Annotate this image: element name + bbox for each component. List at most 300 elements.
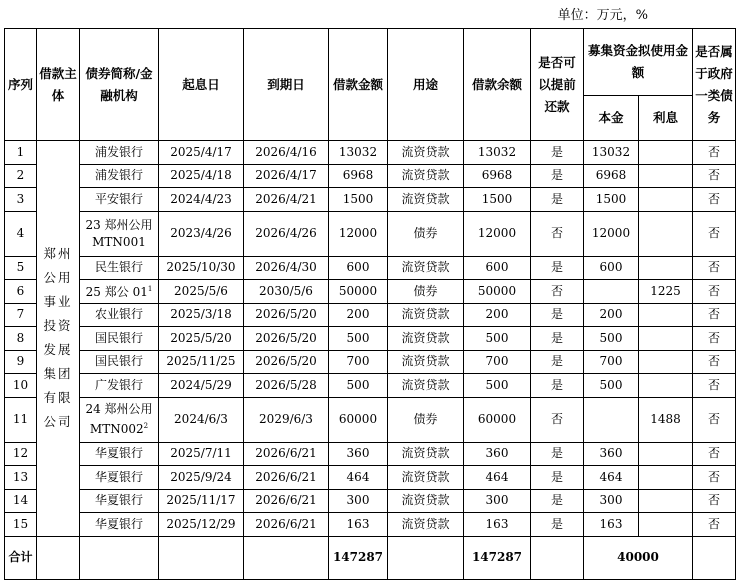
end-cell-text: 2026/4/21 bbox=[255, 191, 317, 206]
prepay-cell-text: 是 bbox=[550, 516, 563, 531]
gov-cell bbox=[693, 280, 736, 304]
amount-cell bbox=[329, 188, 388, 212]
balance-cell bbox=[464, 489, 531, 513]
start-cell-text: 2025/11/17 bbox=[166, 493, 236, 508]
end-cell bbox=[244, 280, 329, 304]
seq-cell bbox=[5, 280, 37, 304]
gov-cell-text: 否 bbox=[708, 307, 721, 322]
start-cell-text: 2025/12/29 bbox=[166, 516, 236, 531]
balance-cell bbox=[464, 350, 531, 374]
seq-cell-text: 15 bbox=[12, 516, 29, 531]
table-row bbox=[5, 141, 736, 165]
end-cell bbox=[244, 303, 329, 327]
gov-cell bbox=[693, 188, 736, 212]
footnote-mark: 1 bbox=[147, 285, 153, 294]
amount-cell-text: 600 bbox=[346, 260, 370, 275]
start-cell-text: 2025/5/6 bbox=[174, 283, 228, 298]
gov-cell-text: 否 bbox=[708, 446, 721, 461]
empty-cell bbox=[531, 536, 584, 579]
balance-cell-text: 6968 bbox=[481, 168, 513, 183]
amount-cell bbox=[329, 280, 388, 304]
amount-cell-text: 464 bbox=[346, 469, 370, 484]
start-cell bbox=[159, 350, 244, 374]
header-name: 债券简称/金融机构 bbox=[80, 29, 159, 141]
amount-cell-text: 163 bbox=[346, 516, 370, 531]
name-cell bbox=[80, 442, 159, 466]
seq-cell-text: 6 bbox=[16, 283, 25, 298]
amount-cell-text: 500 bbox=[346, 330, 370, 345]
interest-cell bbox=[639, 141, 693, 165]
gov-cell-text: 否 bbox=[708, 260, 721, 275]
prepay-cell bbox=[531, 141, 584, 165]
gov-cell-text: 否 bbox=[708, 493, 721, 508]
prepay-cell-text: 否 bbox=[550, 283, 563, 298]
end-cell bbox=[244, 141, 329, 165]
total-amount: 147287 bbox=[329, 536, 388, 579]
prepay-cell-text: 是 bbox=[550, 330, 563, 345]
footnote-mark: 2 bbox=[143, 422, 149, 430]
name-cell-text: 华夏银行 bbox=[94, 493, 143, 508]
use-cell bbox=[388, 350, 464, 374]
prepay-cell-text: 否 bbox=[550, 226, 563, 240]
amount-cell-text: 200 bbox=[346, 307, 370, 322]
use-cell-text: 流资贷款 bbox=[401, 191, 450, 206]
gov-cell bbox=[693, 141, 736, 165]
name-cell-text: 23 郑州公用 MTN001 bbox=[85, 217, 153, 249]
end-cell-text: 2030/5/6 bbox=[259, 283, 313, 298]
principal-cell bbox=[584, 489, 639, 513]
prepay-cell bbox=[531, 397, 584, 442]
start-cell-text: 2025/10/30 bbox=[166, 260, 236, 275]
header-balance: 借款余额 bbox=[464, 29, 531, 141]
principal-cell-text: 6968 bbox=[595, 168, 627, 183]
name-cell-text: 华夏银行 bbox=[94, 446, 143, 461]
prepay-cell-text: 是 bbox=[550, 144, 563, 159]
amount-cell bbox=[329, 327, 388, 351]
header-end: 到期日 bbox=[244, 29, 329, 141]
seq-cell-text: 9 bbox=[16, 354, 25, 369]
prepay-cell-text: 是 bbox=[550, 493, 563, 508]
principal-cell-text: 500 bbox=[599, 330, 623, 345]
prepay-cell-text: 是 bbox=[550, 307, 563, 322]
use-cell-text: 流资贷款 bbox=[401, 260, 450, 275]
prepay-cell bbox=[531, 303, 584, 327]
balance-cell bbox=[464, 397, 531, 442]
name-cell bbox=[80, 327, 159, 351]
borrower-cell: 郑州公用事业投资发展集团有限公司 bbox=[37, 141, 80, 537]
use-cell bbox=[388, 188, 464, 212]
seq-cell-text: 12 bbox=[12, 446, 29, 461]
use-cell bbox=[388, 141, 464, 165]
name-cell-text: 广发银行 bbox=[94, 377, 143, 392]
start-cell-text: 2025/9/24 bbox=[170, 469, 232, 484]
header-prepay: 是否可以提前还款 bbox=[531, 29, 584, 141]
principal-cell bbox=[584, 350, 639, 374]
balance-cell bbox=[464, 442, 531, 466]
amount-cell-text: 60000 bbox=[338, 412, 378, 426]
prepay-cell bbox=[531, 466, 584, 490]
interest-cell bbox=[639, 280, 693, 304]
seq-cell-text: 3 bbox=[16, 191, 25, 206]
amount-cell-text: 1500 bbox=[342, 191, 374, 206]
start-cell bbox=[159, 256, 244, 280]
prepay-cell bbox=[531, 280, 584, 304]
principal-cell-text: 464 bbox=[599, 469, 623, 484]
end-cell bbox=[244, 397, 329, 442]
prepay-cell bbox=[531, 188, 584, 212]
use-cell bbox=[388, 256, 464, 280]
prepay-cell-text: 是 bbox=[550, 377, 563, 392]
start-cell-text: 2023/4/26 bbox=[170, 226, 232, 240]
balance-cell bbox=[464, 303, 531, 327]
amount-cell bbox=[329, 466, 388, 490]
header-funds: 募集资金拟使用金额 bbox=[584, 29, 693, 96]
balance-cell-text: 60000 bbox=[477, 412, 517, 426]
interest-cell bbox=[639, 466, 693, 490]
use-cell-text: 流资贷款 bbox=[401, 307, 450, 322]
end-cell-text: 2026/4/26 bbox=[255, 226, 317, 240]
principal-cell bbox=[584, 374, 639, 398]
name-cell bbox=[80, 188, 159, 212]
gov-cell-text: 否 bbox=[708, 412, 721, 426]
gov-cell bbox=[693, 397, 736, 442]
seq-cell bbox=[5, 211, 37, 256]
balance-cell bbox=[464, 164, 531, 188]
seq-cell-text: 7 bbox=[16, 307, 25, 322]
header-seq: 序列 bbox=[5, 29, 37, 141]
table-row bbox=[5, 256, 736, 280]
name-cell-text: 平安银行 bbox=[94, 191, 143, 206]
interest-cell bbox=[639, 374, 693, 398]
amount-cell-text: 500 bbox=[346, 377, 370, 392]
principal-cell bbox=[584, 442, 639, 466]
start-cell-text: 2025/4/18 bbox=[170, 168, 232, 183]
balance-cell-text: 13032 bbox=[477, 144, 517, 159]
use-cell-text: 流资贷款 bbox=[401, 446, 450, 461]
amount-cell bbox=[329, 397, 388, 442]
principal-cell bbox=[584, 188, 639, 212]
seq-cell bbox=[5, 327, 37, 351]
end-cell-text: 2026/6/21 bbox=[255, 446, 317, 461]
prepay-cell bbox=[531, 327, 584, 351]
balance-cell-text: 360 bbox=[485, 446, 509, 461]
interest-cell bbox=[639, 489, 693, 513]
amount-cell-text: 700 bbox=[346, 354, 370, 369]
amount-cell-text: 300 bbox=[346, 493, 370, 508]
gov-cell-text: 否 bbox=[708, 168, 721, 183]
start-cell bbox=[159, 211, 244, 256]
principal-cell bbox=[584, 303, 639, 327]
seq-cell-text: 2 bbox=[16, 168, 25, 183]
table-row bbox=[5, 211, 736, 256]
end-cell bbox=[244, 211, 329, 256]
header-start: 起息日 bbox=[159, 29, 244, 141]
seq-cell-text: 5 bbox=[16, 260, 25, 275]
balance-cell-text: 464 bbox=[485, 469, 509, 484]
start-cell bbox=[159, 489, 244, 513]
balance-cell-text: 1500 bbox=[481, 191, 513, 206]
total-balance: 147287 bbox=[464, 536, 531, 579]
name-cell-text: 25 郑公 01 bbox=[85, 285, 148, 300]
prepay-cell bbox=[531, 513, 584, 537]
empty-cell bbox=[37, 536, 80, 579]
amount-cell bbox=[329, 141, 388, 165]
table-row bbox=[5, 466, 736, 490]
end-cell-text: 2026/6/21 bbox=[255, 469, 317, 484]
use-cell-text: 债券 bbox=[413, 412, 438, 426]
principal-cell-text: 1500 bbox=[595, 191, 627, 206]
use-cell bbox=[388, 211, 464, 256]
principal-cell bbox=[584, 397, 639, 442]
prepay-cell bbox=[531, 164, 584, 188]
balance-cell bbox=[464, 141, 531, 165]
prepay-cell bbox=[531, 211, 584, 256]
prepay-cell bbox=[531, 374, 584, 398]
amount-cell-text: 50000 bbox=[338, 283, 378, 298]
seq-cell bbox=[5, 303, 37, 327]
end-cell bbox=[244, 489, 329, 513]
start-cell bbox=[159, 442, 244, 466]
principal-cell bbox=[584, 211, 639, 256]
seq-cell bbox=[5, 374, 37, 398]
balance-cell bbox=[464, 466, 531, 490]
use-cell bbox=[388, 327, 464, 351]
start-cell bbox=[159, 280, 244, 304]
gov-cell-text: 否 bbox=[708, 354, 721, 369]
prepay-cell-text: 是 bbox=[550, 354, 563, 369]
seq-cell-text: 4 bbox=[16, 226, 25, 240]
amount-cell bbox=[329, 164, 388, 188]
gov-cell bbox=[693, 466, 736, 490]
end-cell bbox=[244, 374, 329, 398]
start-cell bbox=[159, 374, 244, 398]
interest-cell bbox=[639, 211, 693, 256]
end-cell-text: 2026/5/20 bbox=[255, 354, 317, 369]
start-cell bbox=[159, 303, 244, 327]
amount-cell bbox=[329, 374, 388, 398]
balance-cell-text: 200 bbox=[485, 307, 509, 322]
total-label: 合计 bbox=[5, 536, 37, 579]
use-cell bbox=[388, 280, 464, 304]
name-cell-text: 国民银行 bbox=[94, 330, 143, 345]
amount-cell bbox=[329, 350, 388, 374]
end-cell bbox=[244, 188, 329, 212]
gov-cell bbox=[693, 489, 736, 513]
use-cell-text: 流资贷款 bbox=[401, 377, 450, 392]
total-row bbox=[5, 536, 736, 579]
end-cell-text: 2029/6/3 bbox=[259, 412, 313, 426]
table-row bbox=[5, 164, 736, 188]
interest-cell-text: 1225 bbox=[650, 283, 681, 298]
balance-cell-text: 12000 bbox=[477, 226, 517, 240]
interest-cell bbox=[639, 188, 693, 212]
use-cell bbox=[388, 164, 464, 188]
empty-cell bbox=[159, 536, 244, 579]
use-cell-text: 流资贷款 bbox=[401, 144, 450, 159]
gov-cell bbox=[693, 256, 736, 280]
table-row bbox=[5, 513, 736, 537]
start-cell bbox=[159, 466, 244, 490]
seq-cell bbox=[5, 188, 37, 212]
start-cell-text: 2025/4/17 bbox=[170, 144, 232, 159]
amount-cell bbox=[329, 211, 388, 256]
interest-cell-text: 1488 bbox=[650, 412, 681, 426]
empty-cell bbox=[244, 536, 329, 579]
balance-cell-text: 600 bbox=[485, 260, 509, 275]
gov-cell bbox=[693, 211, 736, 256]
start-cell bbox=[159, 327, 244, 351]
start-cell-text: 2025/3/18 bbox=[170, 307, 232, 322]
prepay-cell bbox=[531, 256, 584, 280]
amount-cell bbox=[329, 256, 388, 280]
balance-cell bbox=[464, 374, 531, 398]
start-cell bbox=[159, 164, 244, 188]
name-cell bbox=[80, 489, 159, 513]
amount-cell bbox=[329, 489, 388, 513]
total-funds: 40000 bbox=[584, 536, 693, 579]
name-cell bbox=[80, 303, 159, 327]
interest-cell bbox=[639, 327, 693, 351]
balance-cell-text: 500 bbox=[485, 377, 509, 392]
end-cell-text: 2026/5/20 bbox=[255, 330, 317, 345]
name-cell-text: 浦发银行 bbox=[94, 168, 143, 183]
table-row bbox=[5, 303, 736, 327]
name-cell bbox=[80, 466, 159, 490]
balance-cell-text: 500 bbox=[485, 330, 509, 345]
gov-cell bbox=[693, 327, 736, 351]
end-cell-text: 2026/5/28 bbox=[255, 377, 317, 392]
unit-label: 单位：万元，% bbox=[557, 8, 648, 23]
name-cell-text: 浦发银行 bbox=[94, 144, 143, 159]
gov-cell-text: 否 bbox=[708, 144, 721, 159]
principal-cell-text: 500 bbox=[599, 377, 623, 392]
amount-cell-text: 13032 bbox=[338, 144, 378, 159]
seq-cell bbox=[5, 256, 37, 280]
end-cell bbox=[244, 256, 329, 280]
balance-cell bbox=[464, 256, 531, 280]
seq-cell-text: 1 bbox=[16, 144, 25, 159]
balance-cell-text: 700 bbox=[485, 354, 509, 369]
balance-cell bbox=[464, 513, 531, 537]
interest-cell bbox=[639, 442, 693, 466]
principal-cell bbox=[584, 141, 639, 165]
prepay-cell bbox=[531, 489, 584, 513]
amount-cell bbox=[329, 303, 388, 327]
gov-cell-text: 否 bbox=[708, 377, 721, 392]
name-cell-text: 民生银行 bbox=[94, 260, 143, 275]
use-cell bbox=[388, 442, 464, 466]
table-row bbox=[5, 374, 736, 398]
amount-cell-text: 12000 bbox=[338, 226, 378, 240]
use-cell-text: 流资贷款 bbox=[401, 354, 450, 369]
end-cell bbox=[244, 350, 329, 374]
prepay-cell bbox=[531, 442, 584, 466]
seq-cell-text: 10 bbox=[12, 377, 29, 392]
principal-cell-text: 300 bbox=[599, 493, 623, 508]
end-cell-text: 2026/6/21 bbox=[255, 493, 317, 508]
table-row bbox=[5, 350, 736, 374]
seq-cell-text: 13 bbox=[12, 469, 29, 484]
table-row bbox=[5, 188, 736, 212]
use-cell-text: 流资贷款 bbox=[401, 493, 450, 508]
principal-cell bbox=[584, 327, 639, 351]
seq-cell bbox=[5, 141, 37, 165]
use-cell-text: 债券 bbox=[413, 226, 438, 240]
end-cell-text: 2026/4/30 bbox=[255, 260, 317, 275]
gov-cell bbox=[693, 303, 736, 327]
table-row bbox=[5, 489, 736, 513]
use-cell bbox=[388, 489, 464, 513]
use-cell bbox=[388, 466, 464, 490]
end-cell-text: 2026/4/16 bbox=[255, 144, 317, 159]
seq-cell-text: 8 bbox=[16, 330, 25, 345]
use-cell bbox=[388, 303, 464, 327]
start-cell bbox=[159, 141, 244, 165]
header-interest: 利息 bbox=[639, 96, 693, 141]
principal-cell-text: 360 bbox=[599, 446, 623, 461]
interest-cell bbox=[639, 397, 693, 442]
start-cell bbox=[159, 513, 244, 537]
table-row bbox=[5, 397, 736, 442]
seq-cell-text: 11 bbox=[12, 412, 29, 426]
principal-cell-text: 200 bbox=[599, 307, 623, 322]
header-amount: 借款金额 bbox=[329, 29, 388, 141]
balance-cell bbox=[464, 211, 531, 256]
start-cell bbox=[159, 397, 244, 442]
use-cell-text: 流资贷款 bbox=[401, 168, 450, 183]
principal-cell bbox=[584, 513, 639, 537]
prepay-cell-text: 是 bbox=[550, 191, 563, 206]
name-cell-text: 24 郑州公用 MTN002 bbox=[85, 402, 153, 436]
name-cell-text: 农业银行 bbox=[94, 307, 143, 322]
start-cell-text: 2025/5/20 bbox=[170, 330, 232, 345]
end-cell bbox=[244, 442, 329, 466]
end-cell bbox=[244, 466, 329, 490]
header-gov: 是否属于政府一类债务 bbox=[693, 29, 736, 141]
table-row bbox=[5, 327, 736, 351]
header-principal: 本金 bbox=[584, 96, 639, 141]
principal-cell bbox=[584, 280, 639, 304]
interest-cell bbox=[639, 513, 693, 537]
seq-cell bbox=[5, 164, 37, 188]
interest-cell bbox=[639, 350, 693, 374]
use-cell bbox=[388, 513, 464, 537]
amount-cell-text: 6968 bbox=[342, 168, 374, 183]
end-cell bbox=[244, 513, 329, 537]
debt-table bbox=[4, 28, 736, 580]
gov-cell bbox=[693, 513, 736, 537]
gov-cell bbox=[693, 350, 736, 374]
empty-cell bbox=[388, 536, 464, 579]
use-cell-text: 流资贷款 bbox=[401, 516, 450, 531]
gov-cell bbox=[693, 442, 736, 466]
prepay-cell-text: 是 bbox=[550, 446, 563, 461]
prepay-cell-text: 是 bbox=[550, 260, 563, 275]
prepay-cell-text: 是 bbox=[550, 469, 563, 484]
gov-cell bbox=[693, 164, 736, 188]
name-cell bbox=[80, 211, 159, 256]
name-cell bbox=[80, 513, 159, 537]
prepay-cell-text: 是 bbox=[550, 168, 563, 183]
principal-cell-text: 163 bbox=[599, 516, 623, 531]
prepay-cell bbox=[531, 350, 584, 374]
interest-cell bbox=[639, 164, 693, 188]
name-cell-text: 华夏银行 bbox=[94, 516, 143, 531]
principal-cell-text: 12000 bbox=[591, 226, 631, 240]
use-cell-text: 流资贷款 bbox=[401, 469, 450, 484]
balance-cell-text: 50000 bbox=[477, 283, 517, 298]
header-borrower: 借款主体 bbox=[37, 29, 80, 141]
